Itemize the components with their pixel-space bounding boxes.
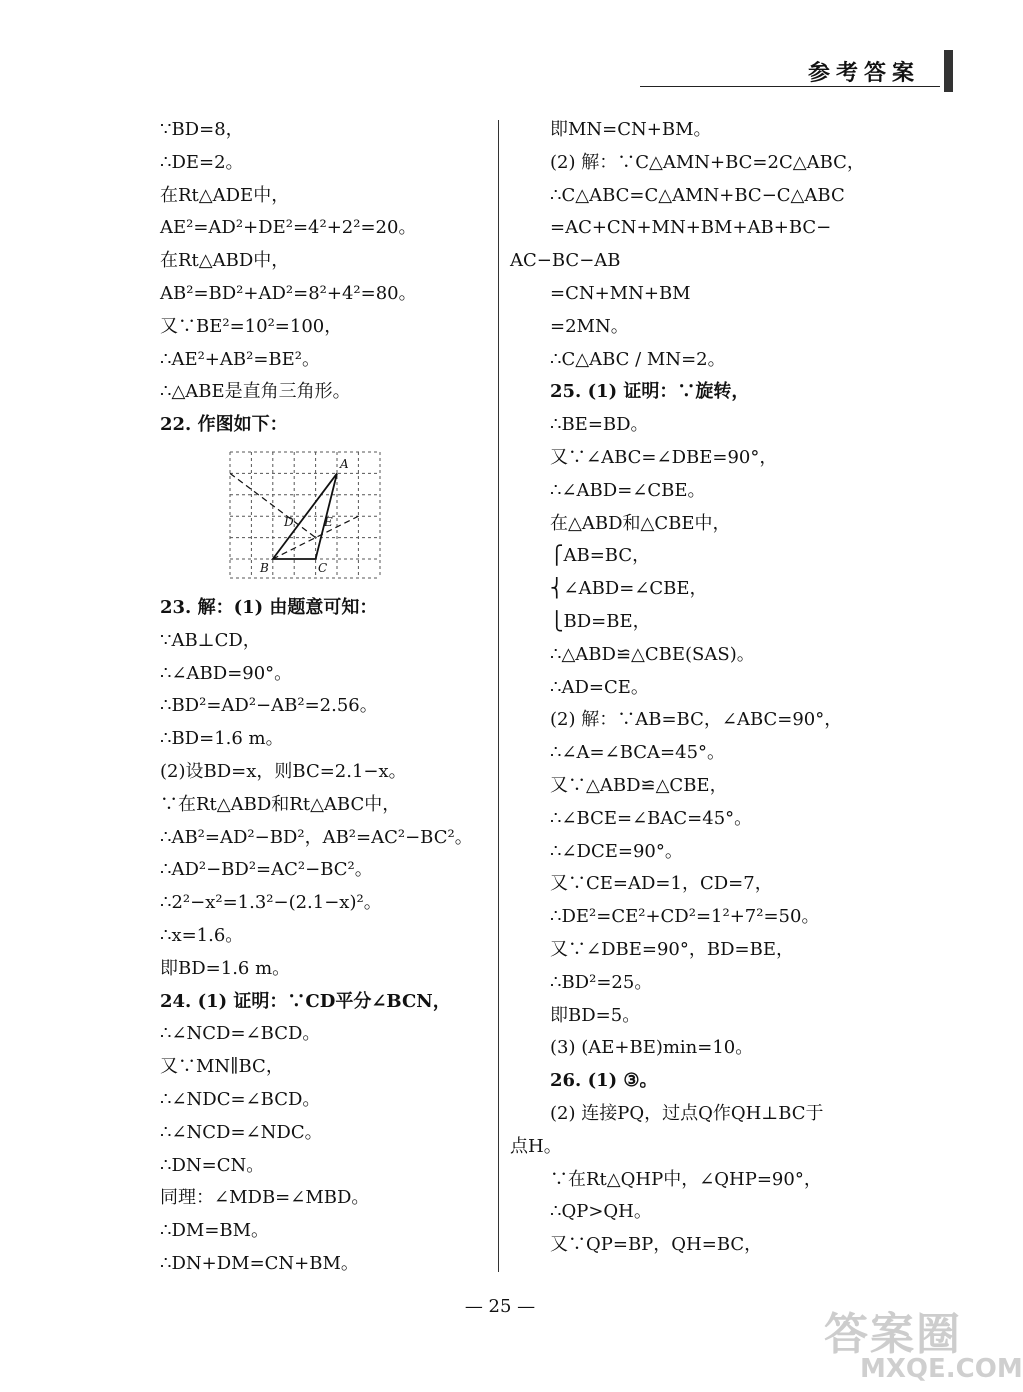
label-a: A	[340, 456, 349, 471]
text-line: ∴BE=BD。	[550, 414, 649, 436]
text-line: ∴AD²−BD²=AC²−BC²。	[160, 859, 373, 881]
text-line: (2) 解：∵C△AMN+BC=2C△ABC，	[550, 151, 865, 173]
text-line: ⎧AB=BC，	[550, 545, 651, 567]
text-line: ∴BD²=AD²−AB²=2.56。	[160, 695, 378, 717]
text-line: ∴AB²=AD²−BD²，AB²=AC²−BC²。	[160, 826, 473, 848]
text-line: ∴QP>QH。	[550, 1201, 652, 1223]
text-line: ∴∠ABD=90°。	[160, 662, 293, 684]
text-line: AE²=AD²+DE²=4²+2²=20。	[160, 217, 417, 239]
label-d: D	[284, 514, 294, 529]
text-line: 又∵△ABD≌△CBE，	[550, 774, 728, 796]
geometry-figure	[160, 442, 490, 592]
text-line: =2MN。	[550, 315, 629, 337]
label-e: E	[324, 514, 333, 529]
text-line: AC−BC−AB	[510, 250, 621, 272]
question-23-heading: 23. 解：(1) 由题意可知：	[160, 596, 378, 618]
page-number: — 25 —	[464, 1296, 536, 1317]
text-line: ∴DE²=CE²+CD²=1²+7²=50。	[550, 906, 820, 928]
header-rule	[640, 86, 940, 87]
label-c: C	[318, 560, 328, 575]
watermark-url: MXQE.COM	[860, 1354, 1023, 1384]
text-line: ∴DM=BM。	[160, 1220, 270, 1242]
text-line: ∴∠NCD=∠NDC。	[160, 1121, 323, 1143]
text-line: ∴x=1.6。	[160, 924, 244, 946]
text-line: ∴△ABE是直角三角形。	[160, 381, 351, 403]
text-line: ∴2²−x²=1.3²−(2.1−x)²。	[160, 892, 382, 914]
text-line: (3) (AE+BE)min=10。	[550, 1037, 754, 1059]
text-line: (2) 连接PQ，过点Q作QH⊥BC于	[550, 1102, 824, 1124]
text-line: 又∵BE²=10²=100，	[160, 315, 343, 337]
grid-diagram	[228, 450, 382, 580]
left-column	[160, 114, 490, 1281]
text-line: 又∵CE=AD=1，CD=7，	[550, 873, 773, 895]
text-line: ∴AE²+AB²=BE²。	[160, 348, 320, 370]
text-line: ∴∠A=∠BCA=45°。	[550, 742, 726, 764]
text-line: ∴∠NDC=∠BCD。	[160, 1088, 321, 1110]
text-line: 又∵QP=BP，QH=BC，	[550, 1234, 763, 1256]
text-line: 即BD=5。	[550, 1004, 641, 1026]
text-line: 在△ABD和△CBE中，	[550, 512, 731, 534]
text-line: ∴DN=CN。	[160, 1154, 265, 1176]
text-line: ∵在Rt△ABD和Rt△ABC中，	[160, 793, 401, 815]
text-line: 26. (1) ③。	[550, 1070, 658, 1092]
header-title: 参考答案	[808, 61, 921, 86]
text-line: 即MN=CN+BM。	[550, 119, 712, 140]
text-line: ∵在Rt△QHP中，∠QHP=90°，	[550, 1168, 822, 1190]
text-line: 又∵∠ABC=∠DBE=90°，	[550, 446, 778, 468]
text-line: =AC+CN+MN+BM+AB+BC−	[550, 217, 832, 239]
text-line: 即BD=1.6 m。	[160, 957, 291, 979]
text-line: 点H。	[510, 1135, 562, 1157]
text-line: =CN+MN+BM	[550, 282, 691, 304]
text-line: (2) 解：∵AB=BC，∠ABC=90°，	[550, 709, 843, 731]
column-divider	[498, 120, 499, 1272]
text-line: (2)设BD=x，则BC=2.1−x。	[160, 760, 407, 782]
text-line: 又∵∠DBE=90°，BD=BE，	[550, 938, 794, 960]
label-b: B	[260, 560, 269, 575]
text-line: ∴C△ABC=C△AMN+BC−C△ABC	[550, 184, 845, 206]
right-column	[510, 114, 890, 1262]
text-line: 同理：∠MDB=∠MBD。	[160, 1187, 370, 1209]
header-side-bar	[944, 50, 953, 92]
question-24-heading: 24. (1) 证明：∵CD平分∠BCN，	[160, 990, 451, 1012]
text-line: ⎨∠ABD=∠CBE，	[550, 578, 708, 600]
text-line: ∴△ABD≌△CBE(SAS)。	[550, 643, 755, 665]
text-line: ∴∠DCE=90°。	[550, 840, 683, 862]
text-line: ∵BD=8，	[160, 119, 244, 140]
text-line: ∴DN+DM=CN+BM。	[160, 1252, 359, 1274]
watermark-text: 答案圈	[824, 1309, 962, 1360]
text-line: ∴∠NCD=∠BCD。	[160, 1023, 321, 1045]
question-22-heading: 22. 作图如下：	[160, 414, 288, 436]
text-line: 25. (1) 证明：∵旋转，	[550, 381, 750, 403]
text-line: ∴∠ABD=∠CBE。	[550, 479, 706, 501]
text-line: ⎩BD=BE，	[550, 610, 651, 632]
text-line: ∴AD=CE。	[550, 676, 649, 698]
text-line: 在Rt△ABD中，	[160, 250, 290, 272]
text-line: ∴BD=1.6 m。	[160, 728, 284, 750]
text-line: ∴∠BCE=∠BAC=45°。	[550, 807, 753, 829]
text-line: 又∵MN∥BC，	[160, 1056, 284, 1078]
text-line: AB²=BD²+AD²=8²+4²=80。	[160, 282, 417, 304]
text-line: ∴DE=2。	[160, 151, 244, 173]
text-line: ∴BD²=25。	[550, 971, 653, 993]
text-line: 在Rt△ADE中，	[160, 184, 290, 206]
text-line: ∴C△ABC / MN=2。	[550, 348, 726, 370]
text-line: ∵AB⊥CD，	[160, 629, 261, 651]
